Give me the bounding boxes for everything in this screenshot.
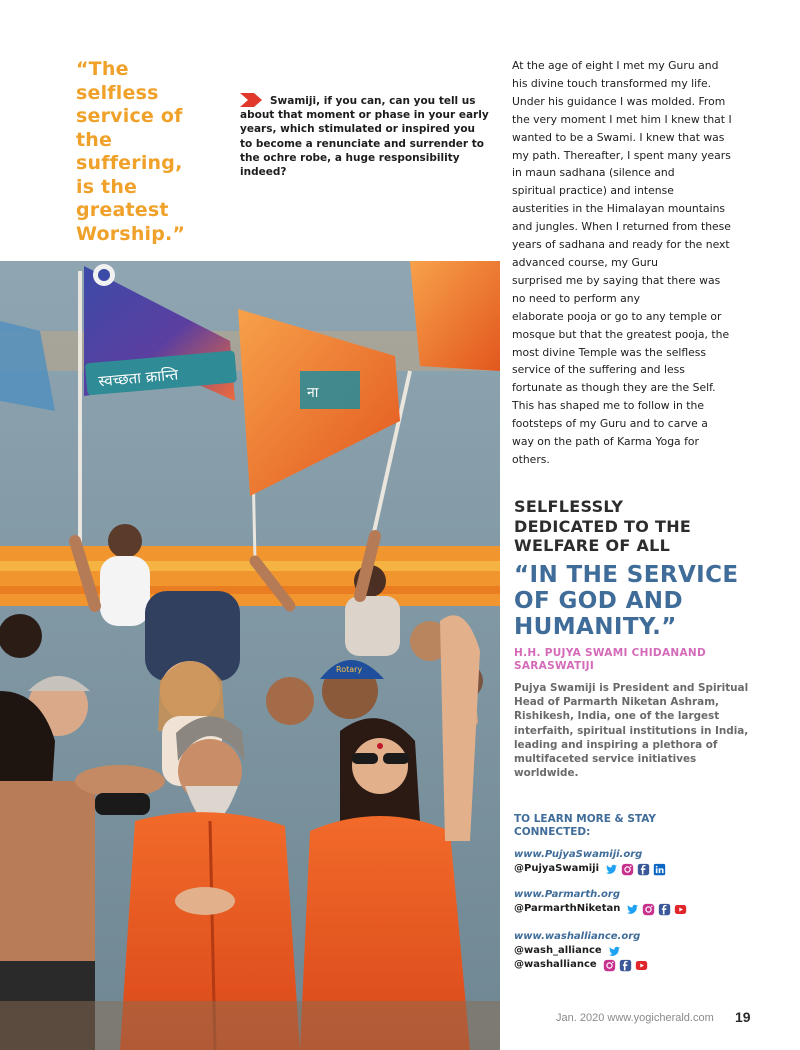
youtube-icon[interactable] — [635, 959, 648, 972]
interview-question — [240, 93, 490, 179]
website-link[interactable]: www.Parmarth.org — [514, 889, 621, 900]
quote-attribution — [514, 647, 784, 672]
chevron-arrow-icon — [240, 93, 266, 107]
section-title-line: DEDICATED TO THE — [514, 516, 692, 536]
answer-line: others. — [512, 452, 550, 466]
twitter-icon[interactable] — [605, 863, 618, 876]
answer-line: spiritual practice) and intense — [512, 184, 674, 198]
youtube-icon[interactable] — [674, 903, 687, 916]
answer-line: This has shaped me to follow in the — [512, 399, 705, 413]
pull-quote-line: service of — [76, 105, 183, 127]
facebook-icon[interactable] — [658, 903, 671, 916]
answer-line: his divine touch transformed my life. — [512, 76, 712, 90]
learn-more-line: TO LEARN MORE & STAY — [514, 813, 656, 825]
answer-line: At the age of eight I met my Guru and — [512, 59, 719, 72]
answer-line: way on the path of Karma Yoga for — [512, 435, 699, 449]
answer-line: surprised me by saying that there was — [512, 273, 721, 287]
answer-line: service of the suffering and less — [512, 363, 685, 377]
question-text-first: Swamiji, if you can, can — [270, 95, 410, 107]
pull-quote-line: the — [76, 128, 113, 151]
featured-quote-line: “IN THE SERVICE — [514, 562, 739, 588]
social-handle[interactable]: @PujyaSwamiji — [514, 863, 600, 874]
social-handle[interactable]: @wash_alliance — [514, 945, 602, 956]
website-link[interactable]: www.PujyaSwamiji.org — [514, 849, 643, 860]
answer-line: footsteps of my Guru and to carve a — [512, 417, 708, 431]
cap-text: Rotary — [336, 665, 363, 674]
pull-quote-line: Worship.” — [76, 222, 186, 245]
question-text: you tell us about that moment or phase in your early years, which stimulated or inspired you to become a renunciate and surrender to the ochre robe, a huge responsibility indeed? — [240, 95, 489, 179]
interview-answer — [512, 57, 762, 469]
contact-wash-alliance — [514, 930, 648, 972]
featured-quote-line: OF GOD AND — [514, 588, 683, 614]
featured-quote-line: HUMANITY.” — [514, 614, 677, 640]
site-url[interactable]: www.yogicherald.com — [607, 1012, 714, 1024]
banner-text: स्वच्छता क्रान्ति — [97, 365, 179, 391]
answer-line: no need to perform any — [512, 291, 640, 305]
answer-line: wanted to be a Swami. I knew that was — [512, 130, 725, 144]
answer-line: the very moment I met him I knew that I — [512, 112, 732, 126]
answer-line: and jungles. When I returned from these — [512, 220, 731, 234]
contact-parmarth — [514, 888, 687, 916]
attribution-line: SARASWATIJI — [514, 659, 595, 672]
pull-quote-line: suffering, — [76, 152, 183, 174]
learn-more-heading — [514, 813, 714, 839]
instagram-icon[interactable] — [621, 863, 634, 876]
answer-line: in maun sadhana (silence and — [512, 166, 675, 180]
answer-line: elaborate pooja or go to any temple or — [512, 309, 722, 323]
ganges-crowd-photo — [0, 261, 500, 1050]
author-bio: Pujya Swamiji is President and Spiritual Head of Parmarth Niketan Ashram, Rishikesh, India, one of the largest interfaith, spiritual institutions in India, leading and inspiring a plethora of multifaceted service initiatives worldwide. — [514, 682, 749, 780]
contact-pujya-swamiji — [514, 848, 666, 876]
answer-line: mosque but that the greatest pooja, the — [512, 327, 730, 341]
learn-more-line: CONNECTED: — [514, 826, 591, 838]
featured-quote — [514, 562, 784, 640]
page-number: 19 — [735, 1009, 751, 1025]
answer-line: most divine Temple was the selfless — [512, 345, 707, 359]
linkedin-icon[interactable] — [653, 863, 666, 876]
twitter-icon[interactable] — [626, 903, 639, 916]
pull-quote-line: selfless — [76, 81, 159, 104]
instagram-icon[interactable] — [603, 959, 616, 972]
attribution-line: H.H. PUJYA SWAMI CHIDANAND — [514, 647, 706, 659]
answer-line: Under his guidance I was molded. From — [512, 94, 726, 108]
photo-illustration — [0, 261, 500, 1050]
answer-line: fortunate as though they are the Self. — [512, 381, 716, 395]
pull-quote-line: “The — [76, 58, 129, 80]
facebook-icon[interactable] — [619, 959, 632, 972]
social-handle[interactable]: @washalliance — [514, 959, 597, 970]
pull-quote-line: is the — [76, 175, 138, 198]
page-footer — [556, 1012, 714, 1024]
instagram-icon[interactable] — [642, 903, 655, 916]
issue-date: Jan. 2020 — [556, 1012, 605, 1024]
social-handle[interactable]: @ParmarthNiketan — [514, 903, 621, 914]
section-title — [514, 497, 774, 556]
answer-line: years of sadhana and ready for the next — [512, 238, 730, 252]
section-title-line: WELFARE OF ALL — [514, 536, 671, 555]
twitter-icon[interactable] — [608, 945, 621, 958]
section-title-line: SELFLESSLY — [514, 497, 624, 516]
answer-line: austerities in the Himalayan mountains — [512, 202, 726, 216]
pull-quote-line: greatest — [76, 199, 169, 221]
website-link[interactable]: www.washalliance.org — [514, 931, 641, 942]
facebook-icon[interactable] — [637, 863, 650, 876]
answer-line: advanced course, my Guru — [512, 255, 658, 269]
pull-quote — [76, 58, 226, 246]
flag-text: ना — [307, 385, 319, 401]
answer-line: my path. Thereafter, I spent many years — [512, 148, 731, 162]
